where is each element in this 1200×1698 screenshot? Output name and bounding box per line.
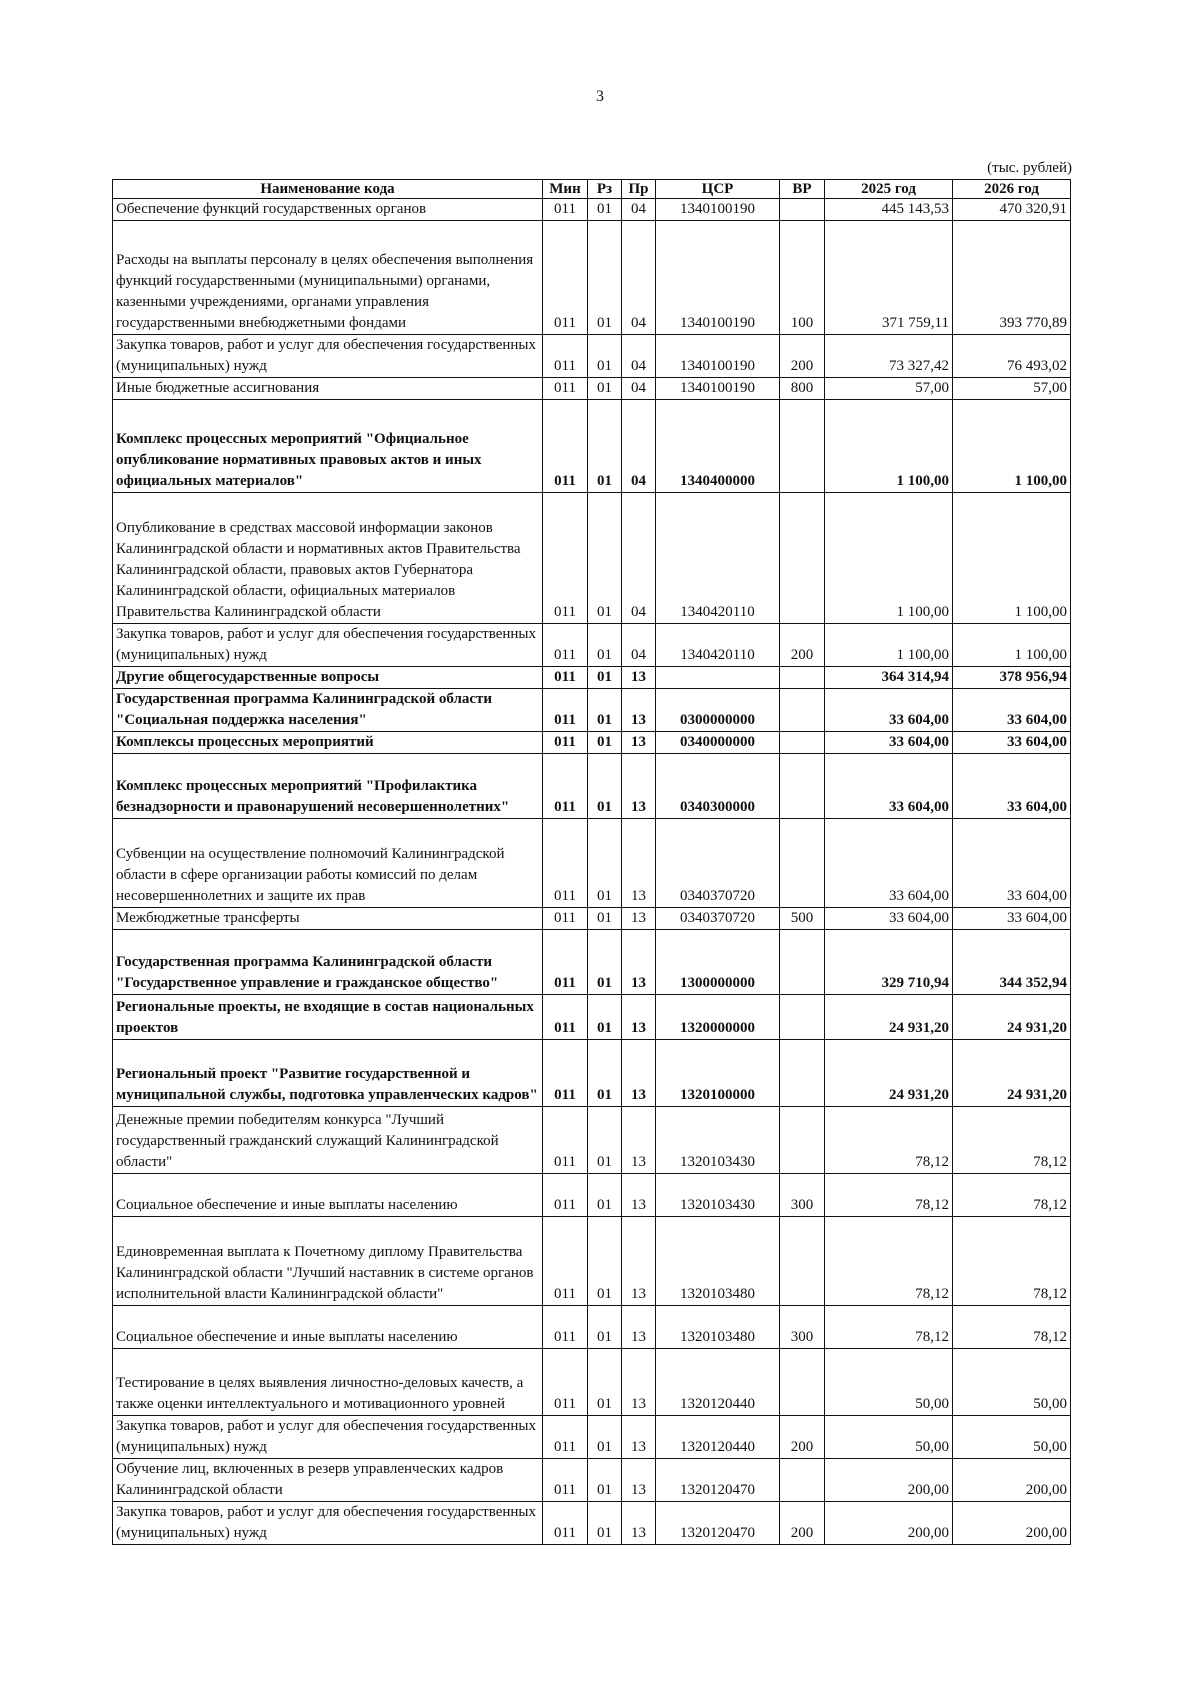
min-cell: 011 <box>543 1217 588 1306</box>
amount-2025-cell: 24 931,20 <box>825 1040 953 1107</box>
vr-cell: 100 <box>780 221 825 335</box>
pr-cell: 13 <box>622 1217 656 1306</box>
rz-cell: 01 <box>588 335 622 378</box>
name-cell: Региональные проекты, не входящие в состав национальных проектов <box>113 995 543 1040</box>
vr-cell <box>780 1107 825 1174</box>
vr-cell <box>780 1459 825 1502</box>
table-row <box>113 1217 1071 1306</box>
csr-cell: 1320103480 <box>656 1217 780 1306</box>
vr-cell <box>780 1349 825 1416</box>
name-cell: Государственная программа Калининградской области "Социальная поддержка населения" <box>113 689 543 732</box>
units-label: (тыс. рублей) <box>987 160 1072 176</box>
name-cell: Закупка товаров, работ и услуг для обеспечения государственных (муниципальных) нужд <box>113 624 543 667</box>
csr-cell: 1320103480 <box>656 1306 780 1349</box>
table-row <box>113 1107 1071 1174</box>
table-row <box>113 930 1071 995</box>
rz-cell: 01 <box>588 378 622 400</box>
min-cell: 011 <box>543 667 588 689</box>
rz-cell: 01 <box>588 1349 622 1416</box>
vr-cell <box>780 819 825 908</box>
amount-2025-cell: 24 931,20 <box>825 995 953 1040</box>
amount-2026-cell: 78,12 <box>953 1107 1071 1174</box>
amount-2026-cell: 33 604,00 <box>953 819 1071 908</box>
name-cell: Региональный проект "Развитие государственной и муниципальной службы, подготовка управленческих кадров" <box>113 1040 543 1107</box>
csr-cell: 1340100190 <box>656 378 780 400</box>
pr-cell: 04 <box>622 221 656 335</box>
csr-cell: 1300000000 <box>656 930 780 995</box>
rz-cell: 01 <box>588 667 622 689</box>
rz-cell: 01 <box>588 221 622 335</box>
pr-cell: 04 <box>622 378 656 400</box>
csr-cell: 0340370720 <box>656 908 780 930</box>
min-cell: 011 <box>543 754 588 819</box>
pr-cell: 13 <box>622 995 656 1040</box>
rz-cell: 01 <box>588 1416 622 1459</box>
pr-cell: 13 <box>622 1459 656 1502</box>
min-cell: 011 <box>543 335 588 378</box>
pr-cell: 13 <box>622 1040 656 1107</box>
amount-2025-cell: 73 327,42 <box>825 335 953 378</box>
vr-cell <box>780 199 825 221</box>
vr-cell: 200 <box>780 624 825 667</box>
rz-cell: 01 <box>588 1459 622 1502</box>
min-cell: 011 <box>543 995 588 1040</box>
table-row <box>113 221 1071 335</box>
pr-cell: 13 <box>622 754 656 819</box>
amount-2026-cell: 1 100,00 <box>953 400 1071 493</box>
name-cell: Закупка товаров, работ и услуг для обеспечения государственных (муниципальных) нужд <box>113 1502 543 1545</box>
column-header-rz: Рз <box>588 180 622 199</box>
pr-cell: 13 <box>622 689 656 732</box>
min-cell: 011 <box>543 624 588 667</box>
min-cell: 011 <box>543 1459 588 1502</box>
pr-cell: 04 <box>622 199 656 221</box>
name-cell: Расходы на выплаты персоналу в целях обеспечения выполнения функций государственными (муниципальными) органами, казенными учреждениями, органами управления государственными внебюджетными фондами <box>113 221 543 335</box>
table-header-row <box>113 180 1071 199</box>
vr-cell <box>780 930 825 995</box>
rz-cell: 01 <box>588 908 622 930</box>
amount-2025-cell: 50,00 <box>825 1416 953 1459</box>
table-row <box>113 624 1071 667</box>
amount-2025-cell: 33 604,00 <box>825 689 953 732</box>
vr-cell <box>780 1217 825 1306</box>
pr-cell: 13 <box>622 1416 656 1459</box>
pr-cell: 13 <box>622 930 656 995</box>
table-row <box>113 1174 1071 1217</box>
budget-table <box>112 179 1071 1545</box>
amount-2025-cell: 33 604,00 <box>825 819 953 908</box>
table-row <box>113 995 1071 1040</box>
rz-cell: 01 <box>588 199 622 221</box>
column-header-2025: 2025 год <box>825 180 953 199</box>
csr-cell: 1340400000 <box>656 400 780 493</box>
pr-cell: 04 <box>622 335 656 378</box>
vr-cell: 300 <box>780 1174 825 1217</box>
vr-cell: 300 <box>780 1306 825 1349</box>
name-cell: Субвенции на осуществление полномочий Калининградской области в сфере организации работы комиссий по делам несовершеннолетних и защите их прав <box>113 819 543 908</box>
csr-cell: 1340420110 <box>656 624 780 667</box>
name-cell: Социальное обеспечение и иные выплаты населению <box>113 1306 543 1349</box>
amount-2026-cell: 24 931,20 <box>953 1040 1071 1107</box>
table-row <box>113 667 1071 689</box>
amount-2025-cell: 200,00 <box>825 1459 953 1502</box>
rz-cell: 01 <box>588 624 622 667</box>
table-row <box>113 335 1071 378</box>
amount-2026-cell: 1 100,00 <box>953 493 1071 624</box>
pr-cell: 13 <box>622 908 656 930</box>
min-cell: 011 <box>543 1040 588 1107</box>
table-row <box>113 1040 1071 1107</box>
amount-2025-cell: 57,00 <box>825 378 953 400</box>
amount-2025-cell: 78,12 <box>825 1107 953 1174</box>
amount-2026-cell: 33 604,00 <box>953 908 1071 930</box>
amount-2025-cell: 445 143,53 <box>825 199 953 221</box>
column-header-min: Мин <box>543 180 588 199</box>
amount-2026-cell: 33 604,00 <box>953 732 1071 754</box>
rz-cell: 01 <box>588 995 622 1040</box>
vr-cell <box>780 732 825 754</box>
rz-cell: 01 <box>588 819 622 908</box>
amount-2026-cell: 33 604,00 <box>953 754 1071 819</box>
pr-cell: 04 <box>622 400 656 493</box>
min-cell: 011 <box>543 1174 588 1217</box>
amount-2025-cell: 33 604,00 <box>825 754 953 819</box>
csr-cell: 1320103430 <box>656 1174 780 1217</box>
column-header-name: Наименование кода <box>113 180 543 199</box>
table-row <box>113 378 1071 400</box>
rz-cell: 01 <box>588 1502 622 1545</box>
amount-2026-cell: 200,00 <box>953 1502 1071 1545</box>
min-cell: 011 <box>543 689 588 732</box>
min-cell: 011 <box>543 1349 588 1416</box>
pr-cell: 13 <box>622 1306 656 1349</box>
amount-2026-cell: 78,12 <box>953 1306 1071 1349</box>
amount-2025-cell: 364 314,94 <box>825 667 953 689</box>
amount-2026-cell: 57,00 <box>953 378 1071 400</box>
amount-2025-cell: 33 604,00 <box>825 908 953 930</box>
column-header-csr: ЦСР <box>656 180 780 199</box>
name-cell: Единовременная выплата к Почетному диплому Правительства Калининградской области "Лучший наставник в системе органов исполнительной власти Калининградской области" <box>113 1217 543 1306</box>
table-row <box>113 400 1071 493</box>
amount-2026-cell: 200,00 <box>953 1459 1071 1502</box>
rz-cell: 01 <box>588 930 622 995</box>
name-cell: Комплекс процессных мероприятий "Официальное опубликование нормативных правовых актов и иных официальных материалов" <box>113 400 543 493</box>
amount-2025-cell: 1 100,00 <box>825 493 953 624</box>
csr-cell: 1320120470 <box>656 1502 780 1545</box>
amount-2026-cell: 393 770,89 <box>953 221 1071 335</box>
name-cell: Комплекс процессных мероприятий "Профилактика безнадзорности и правонарушений несовершеннолетних" <box>113 754 543 819</box>
amount-2026-cell: 78,12 <box>953 1217 1071 1306</box>
csr-cell: 1320120470 <box>656 1459 780 1502</box>
column-header-vr: ВР <box>780 180 825 199</box>
table-row <box>113 199 1071 221</box>
rz-cell: 01 <box>588 400 622 493</box>
name-cell: Обучение лиц, включенных в резерв управленческих кадров Калининградской области <box>113 1459 543 1502</box>
rz-cell: 01 <box>588 1040 622 1107</box>
rz-cell: 01 <box>588 493 622 624</box>
min-cell: 011 <box>543 400 588 493</box>
table-row <box>113 1502 1071 1545</box>
name-cell: Государственная программа Калининградской области "Государственное управление и гражданское общество" <box>113 930 543 995</box>
amount-2025-cell: 371 759,11 <box>825 221 953 335</box>
column-header-pr: Пр <box>622 180 656 199</box>
vr-cell: 200 <box>780 335 825 378</box>
table-body <box>113 199 1071 1545</box>
table-row <box>113 1349 1071 1416</box>
csr-cell: 0340300000 <box>656 754 780 819</box>
table-row <box>113 732 1071 754</box>
amount-2026-cell: 50,00 <box>953 1416 1071 1459</box>
table-row <box>113 1306 1071 1349</box>
name-cell: Денежные премии победителям конкурса "Лучший государственный гражданский служащий Калининградской области" <box>113 1107 543 1174</box>
min-cell: 011 <box>543 908 588 930</box>
amount-2026-cell: 24 931,20 <box>953 995 1071 1040</box>
vr-cell: 800 <box>780 378 825 400</box>
pr-cell: 04 <box>622 624 656 667</box>
pr-cell: 13 <box>622 1107 656 1174</box>
min-cell: 011 <box>543 1502 588 1545</box>
min-cell: 011 <box>543 378 588 400</box>
rz-cell: 01 <box>588 1306 622 1349</box>
vr-cell <box>780 995 825 1040</box>
vr-cell <box>780 493 825 624</box>
vr-cell <box>780 1040 825 1107</box>
name-cell: Обеспечение функций государственных органов <box>113 199 543 221</box>
vr-cell: 200 <box>780 1502 825 1545</box>
vr-cell: 500 <box>780 908 825 930</box>
amount-2026-cell: 344 352,94 <box>953 930 1071 995</box>
csr-cell: 1340420110 <box>656 493 780 624</box>
min-cell: 011 <box>543 819 588 908</box>
min-cell: 011 <box>543 732 588 754</box>
table-row <box>113 819 1071 908</box>
vr-cell: 200 <box>780 1416 825 1459</box>
rz-cell: 01 <box>588 754 622 819</box>
amount-2026-cell: 1 100,00 <box>953 624 1071 667</box>
amount-2025-cell: 329 710,94 <box>825 930 953 995</box>
name-cell: Комплексы процессных мероприятий <box>113 732 543 754</box>
amount-2025-cell: 78,12 <box>825 1174 953 1217</box>
name-cell: Иные бюджетные ассигнования <box>113 378 543 400</box>
pr-cell: 13 <box>622 667 656 689</box>
rz-cell: 01 <box>588 689 622 732</box>
amount-2025-cell: 1 100,00 <box>825 400 953 493</box>
table-row <box>113 1416 1071 1459</box>
rz-cell: 01 <box>588 732 622 754</box>
min-cell: 011 <box>543 930 588 995</box>
name-cell: Закупка товаров, работ и услуг для обеспечения государственных (муниципальных) нужд <box>113 335 543 378</box>
amount-2025-cell: 200,00 <box>825 1502 953 1545</box>
amount-2025-cell: 78,12 <box>825 1306 953 1349</box>
amount-2025-cell: 78,12 <box>825 1217 953 1306</box>
name-cell: Тестирование в целях выявления личностно-деловых качеств, а также оценки интеллектуального и мотивационного уровней <box>113 1349 543 1416</box>
csr-cell: 1320103430 <box>656 1107 780 1174</box>
amount-2026-cell: 33 604,00 <box>953 689 1071 732</box>
csr-cell <box>656 667 780 689</box>
csr-cell: 0300000000 <box>656 689 780 732</box>
table-row <box>113 754 1071 819</box>
pr-cell: 13 <box>622 1502 656 1545</box>
pr-cell: 13 <box>622 732 656 754</box>
pr-cell: 13 <box>622 819 656 908</box>
pr-cell: 13 <box>622 1349 656 1416</box>
vr-cell <box>780 689 825 732</box>
min-cell: 011 <box>543 493 588 624</box>
name-cell: Другие общегосударственные вопросы <box>113 667 543 689</box>
vr-cell <box>780 754 825 819</box>
amount-2026-cell: 76 493,02 <box>953 335 1071 378</box>
amount-2026-cell: 50,00 <box>953 1349 1071 1416</box>
table-row <box>113 689 1071 732</box>
csr-cell: 1320100000 <box>656 1040 780 1107</box>
csr-cell: 1320120440 <box>656 1349 780 1416</box>
pr-cell: 13 <box>622 1174 656 1217</box>
min-cell: 011 <box>543 221 588 335</box>
rz-cell: 01 <box>588 1217 622 1306</box>
min-cell: 011 <box>543 199 588 221</box>
table-row <box>113 1459 1071 1502</box>
pr-cell: 04 <box>622 493 656 624</box>
vr-cell <box>780 667 825 689</box>
min-cell: 011 <box>543 1306 588 1349</box>
table-row <box>113 908 1071 930</box>
name-cell: Социальное обеспечение и иные выплаты населению <box>113 1174 543 1217</box>
vr-cell <box>780 400 825 493</box>
amount-2025-cell: 50,00 <box>825 1349 953 1416</box>
csr-cell: 0340370720 <box>656 819 780 908</box>
amount-2026-cell: 470 320,91 <box>953 199 1071 221</box>
column-header-2026: 2026 год <box>953 180 1071 199</box>
table-row <box>113 493 1071 624</box>
csr-cell: 1340100190 <box>656 199 780 221</box>
rz-cell: 01 <box>588 1174 622 1217</box>
name-cell: Межбюджетные трансферты <box>113 908 543 930</box>
csr-cell: 1340100190 <box>656 335 780 378</box>
name-cell: Закупка товаров, работ и услуг для обеспечения государственных (муниципальных) нужд <box>113 1416 543 1459</box>
amount-2026-cell: 378 956,94 <box>953 667 1071 689</box>
amount-2026-cell: 78,12 <box>953 1174 1071 1217</box>
min-cell: 011 <box>543 1416 588 1459</box>
min-cell: 011 <box>543 1107 588 1174</box>
amount-2025-cell: 33 604,00 <box>825 732 953 754</box>
csr-cell: 1320120440 <box>656 1416 780 1459</box>
amount-2025-cell: 1 100,00 <box>825 624 953 667</box>
csr-cell: 1320000000 <box>656 995 780 1040</box>
page-number: 3 <box>596 88 604 105</box>
rz-cell: 01 <box>588 1107 622 1174</box>
name-cell: Опубликование в средствах массовой информации законов Калининградской области и нормативных актов Правительства Калининградской области, правовых актов Губернатора Калининградской области, официальных материалов Правительства Калининградской области <box>113 493 543 624</box>
csr-cell: 1340100190 <box>656 221 780 335</box>
csr-cell: 0340000000 <box>656 732 780 754</box>
